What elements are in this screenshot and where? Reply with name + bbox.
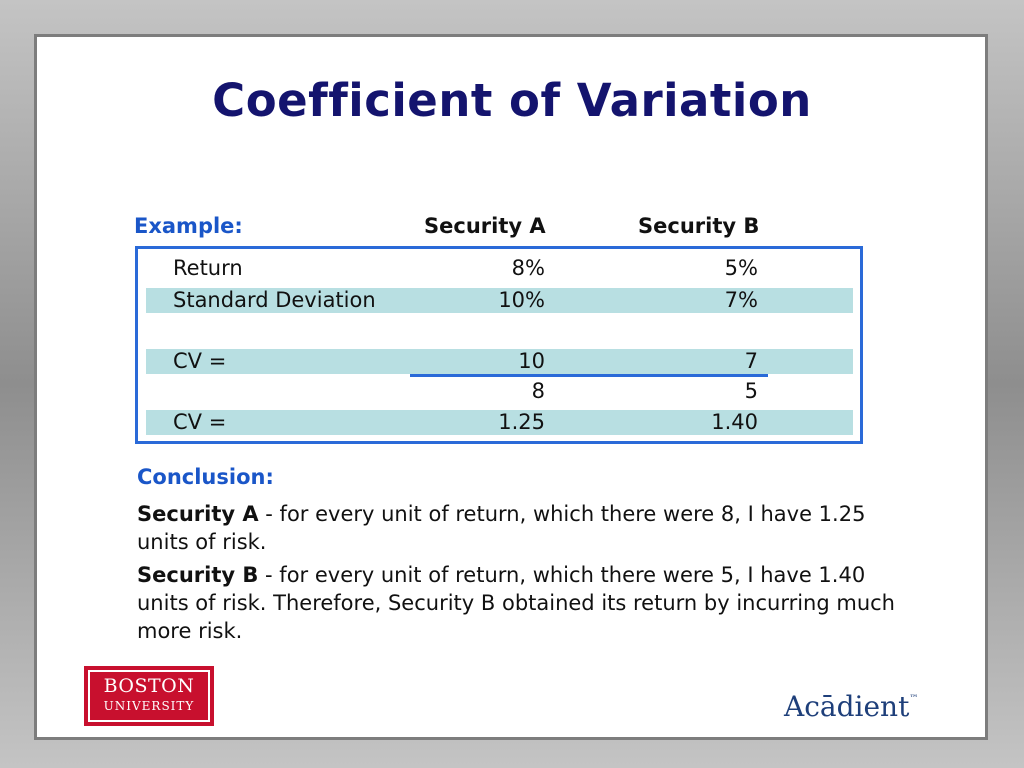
table-row-std-dev bbox=[146, 288, 853, 313]
table-row-cv-numerator bbox=[146, 349, 853, 374]
bu-logo-line1: BOSTON bbox=[103, 675, 195, 697]
security-a-text: - for every unit of return, which there were 8, I have 1.25 units of risk. bbox=[137, 502, 866, 554]
example-label: Example: bbox=[134, 214, 243, 238]
table-row-cv-denominator bbox=[146, 379, 853, 404]
security-b-value: 7% bbox=[724, 288, 758, 312]
boston-university-logo-frame bbox=[88, 670, 210, 722]
table-row-return bbox=[146, 256, 853, 281]
acadient-logo bbox=[784, 690, 918, 723]
boston-university-logo bbox=[84, 666, 214, 726]
row-label: CV = bbox=[173, 349, 227, 373]
security-a-value: 8 bbox=[531, 379, 545, 403]
row-label: Standard Deviation bbox=[173, 288, 376, 312]
security-b-bold-label: Security B bbox=[137, 563, 259, 587]
trademark-mark: ™ bbox=[909, 694, 919, 704]
security-b-value: 5 bbox=[744, 379, 758, 403]
security-b-value: 1.40 bbox=[711, 410, 758, 434]
security-a-bold-label: Security A bbox=[137, 502, 259, 526]
security-b-header: Security B bbox=[638, 214, 760, 238]
security-a-header: Security A bbox=[424, 214, 546, 238]
row-label: CV = bbox=[173, 410, 227, 434]
bu-logo-line2: UNIVERSITY bbox=[103, 699, 195, 713]
conclusion-heading: Conclusion: bbox=[137, 465, 274, 489]
conclusion-security-b bbox=[137, 561, 917, 645]
security-a-value: 10 bbox=[518, 349, 545, 373]
slide-title: Coefficient of Variation bbox=[212, 74, 812, 127]
security-a-value: 1.25 bbox=[498, 410, 545, 434]
conclusion-security-a bbox=[137, 500, 917, 556]
row-label: Return bbox=[173, 256, 243, 280]
fraction-divider-line bbox=[410, 374, 768, 377]
table-row-cv-result bbox=[146, 410, 853, 435]
security-a-value: 10% bbox=[498, 288, 545, 312]
security-b-value: 5% bbox=[724, 256, 758, 280]
security-b-text: - for every unit of return, which there were 5, I have 1.40 units of risk. Therefore, Security B obtained its return by incurring much more risk. bbox=[137, 563, 895, 643]
security-b-value: 7 bbox=[744, 349, 758, 373]
security-a-value: 8% bbox=[511, 256, 545, 280]
acadient-wordmark: Acādient bbox=[784, 690, 910, 723]
